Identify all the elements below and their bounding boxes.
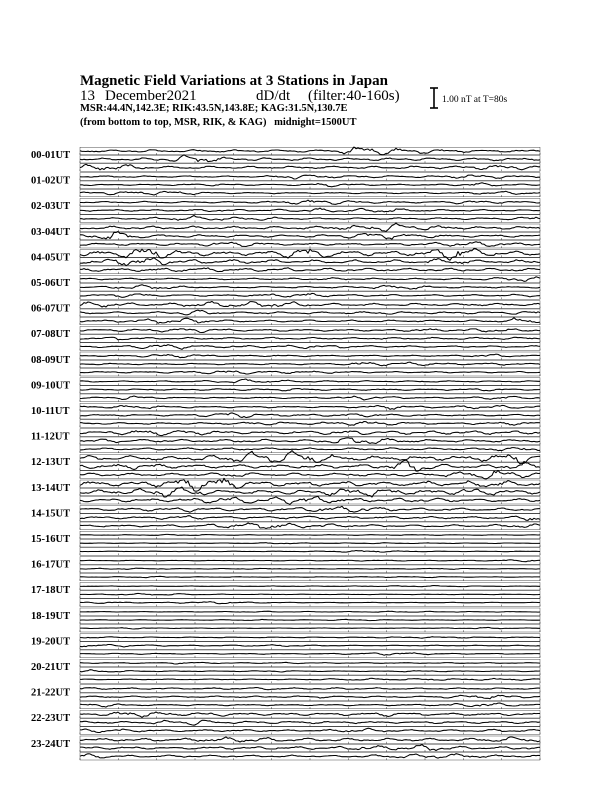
trace-KAG xyxy=(80,737,540,742)
station-order-note xyxy=(80,118,357,129)
hour-label: 00-01UT xyxy=(31,150,71,161)
hour-label: 21-22UT xyxy=(31,687,71,699)
trace-MSR xyxy=(80,216,540,221)
trace-MSR xyxy=(80,754,540,758)
trace-RIK xyxy=(80,670,540,672)
trace-KAG xyxy=(80,688,540,690)
trace-MSR xyxy=(80,422,540,426)
month-year-label: December2021 xyxy=(105,88,197,104)
trace-MSR xyxy=(80,653,540,655)
hour-label: 01-02UT xyxy=(31,175,71,187)
trace-MSR xyxy=(80,602,540,604)
hour-row-03-04UT xyxy=(31,223,540,248)
trace-RIK xyxy=(80,593,540,595)
hour-row-20-21UT xyxy=(31,659,540,683)
hour-label: 23-24UT xyxy=(31,738,71,750)
trace-MSR xyxy=(80,523,540,529)
trace-KAG xyxy=(80,379,540,383)
hour-label: 20-21UT xyxy=(31,662,71,673)
hour-row-22-23UT xyxy=(31,710,540,734)
hour-row-14-15UT xyxy=(31,506,540,530)
hour-label: 11-12UT xyxy=(31,431,70,443)
trace-RIK xyxy=(80,413,540,418)
hour-row-00-01UT xyxy=(31,147,540,171)
trace-RIK xyxy=(80,695,540,699)
hour-label: 06-07UT xyxy=(31,303,71,315)
trace-MSR xyxy=(80,627,540,629)
trace-RIK xyxy=(80,285,540,289)
hour-row-09-10UT xyxy=(31,378,540,402)
trace-KAG xyxy=(80,611,540,612)
hour-row-18-19UT xyxy=(31,608,540,632)
hour-row-13-14UT xyxy=(31,478,540,504)
hour-row-05-06UT xyxy=(31,275,540,299)
chart-title: Magnetic Field Variations at 3 Stations in Japan xyxy=(80,73,388,89)
trace-RIK xyxy=(80,155,540,162)
hour-label: 17-18UT xyxy=(31,585,71,597)
hour-row-11-12UT xyxy=(31,429,540,453)
trace-RIK xyxy=(80,208,540,212)
trace-KAG xyxy=(80,277,540,282)
trace-MSR xyxy=(80,293,540,297)
station-coordinates: MSR:44.4N,142.3E; RIK:43.5N,143.8E; KAG:31.5N,130.7E xyxy=(80,103,348,114)
trace-KAG xyxy=(80,662,540,664)
trace-KAG xyxy=(80,560,540,562)
trace-MSR xyxy=(80,703,540,707)
trace-KAG xyxy=(80,405,540,409)
trace-MSR xyxy=(80,448,540,451)
trace-KAG xyxy=(80,175,540,179)
trace-MSR xyxy=(80,396,540,400)
hour-label: 03-04UT xyxy=(31,226,71,238)
filter-label: (filter:40-160s) xyxy=(308,88,400,104)
hour-row-08-09UT xyxy=(31,352,540,376)
trace-MSR xyxy=(80,318,540,324)
hour-label: 04-05UT xyxy=(31,252,71,264)
hour-row-17-18UT xyxy=(31,582,540,606)
trace-MSR xyxy=(80,728,540,732)
hour-label: 18-19UT xyxy=(31,610,71,622)
trace-KAG xyxy=(80,506,540,512)
scale-bar-label: 1.00 nT at T=80s xyxy=(442,95,508,105)
trace-MSR xyxy=(80,242,540,247)
trace-KAG xyxy=(80,248,540,260)
hour-label: 19-20UT xyxy=(31,636,71,648)
trace-KAG xyxy=(80,478,540,491)
hour-row-12-13UT xyxy=(31,451,540,479)
hour-row-10-11UT xyxy=(31,403,540,427)
trace-KAG xyxy=(80,586,540,587)
trace-MSR xyxy=(80,371,540,374)
trace-KAG xyxy=(80,301,540,307)
trace-MSR xyxy=(80,551,540,553)
scale-bar-icon xyxy=(430,87,438,109)
order-note: (from bottom to top, MSR, RIK, & KAG) xyxy=(80,117,267,128)
trace-RIK xyxy=(80,183,540,187)
trace-KAG xyxy=(80,534,540,535)
hour-row-07-08UT xyxy=(31,326,540,350)
quantity-label: dD/dt xyxy=(256,88,291,104)
day-label: 13 xyxy=(80,88,95,104)
hour-row-19-20UT xyxy=(31,634,540,658)
trace-RIK xyxy=(80,568,540,569)
trace-RIK xyxy=(80,745,540,751)
hour-row-15-16UT xyxy=(31,531,540,555)
hour-label: 10-11UT xyxy=(31,406,70,417)
trace-KAG xyxy=(80,354,540,358)
trace-KAG xyxy=(80,329,540,333)
trace-RIK xyxy=(80,389,540,391)
trace-RIK xyxy=(80,232,540,240)
hour-row-16-17UT xyxy=(31,557,540,581)
trace-RIK xyxy=(80,619,540,620)
trace-MSR xyxy=(80,678,540,680)
trace-MSR xyxy=(80,576,540,577)
hour-label: 05-06UT xyxy=(31,278,71,289)
hour-row-04-05UT xyxy=(31,248,540,273)
trace-RIK xyxy=(80,337,540,340)
trace-KAG xyxy=(80,637,540,639)
midnight-note: midnight=1500UT xyxy=(274,117,357,128)
hour-label: 02-03UT xyxy=(31,201,71,213)
trace-MSR xyxy=(80,164,540,170)
hour-label: 15-16UT xyxy=(31,534,71,545)
hour-row-21-22UT xyxy=(31,685,540,709)
hour-label: 13-14UT xyxy=(31,482,71,494)
trace-MSR xyxy=(80,191,540,195)
hour-row-23-24UT xyxy=(31,736,540,760)
hour-label: 09-10UT xyxy=(31,380,71,392)
hour-label: 16-17UT xyxy=(31,559,71,571)
hour-label: 22-23UT xyxy=(31,713,71,725)
hour-label: 07-08UT xyxy=(31,329,71,341)
trace-RIK xyxy=(80,645,540,648)
hour-row-02-03UT xyxy=(31,198,540,222)
trace-KAG xyxy=(80,200,540,204)
hour-row-01-02UT xyxy=(31,173,540,197)
trace-RIK xyxy=(80,310,540,315)
hour-label: 08-09UT xyxy=(31,354,71,366)
trace-RIK xyxy=(80,362,540,366)
trace-RIK xyxy=(80,543,540,544)
trace-MSR xyxy=(80,268,540,272)
hour-label: 14-15UT xyxy=(31,508,71,520)
hour-row-06-07UT xyxy=(31,301,540,325)
hour-label: 12-13UT xyxy=(31,457,71,469)
trace-RIK xyxy=(80,438,540,444)
